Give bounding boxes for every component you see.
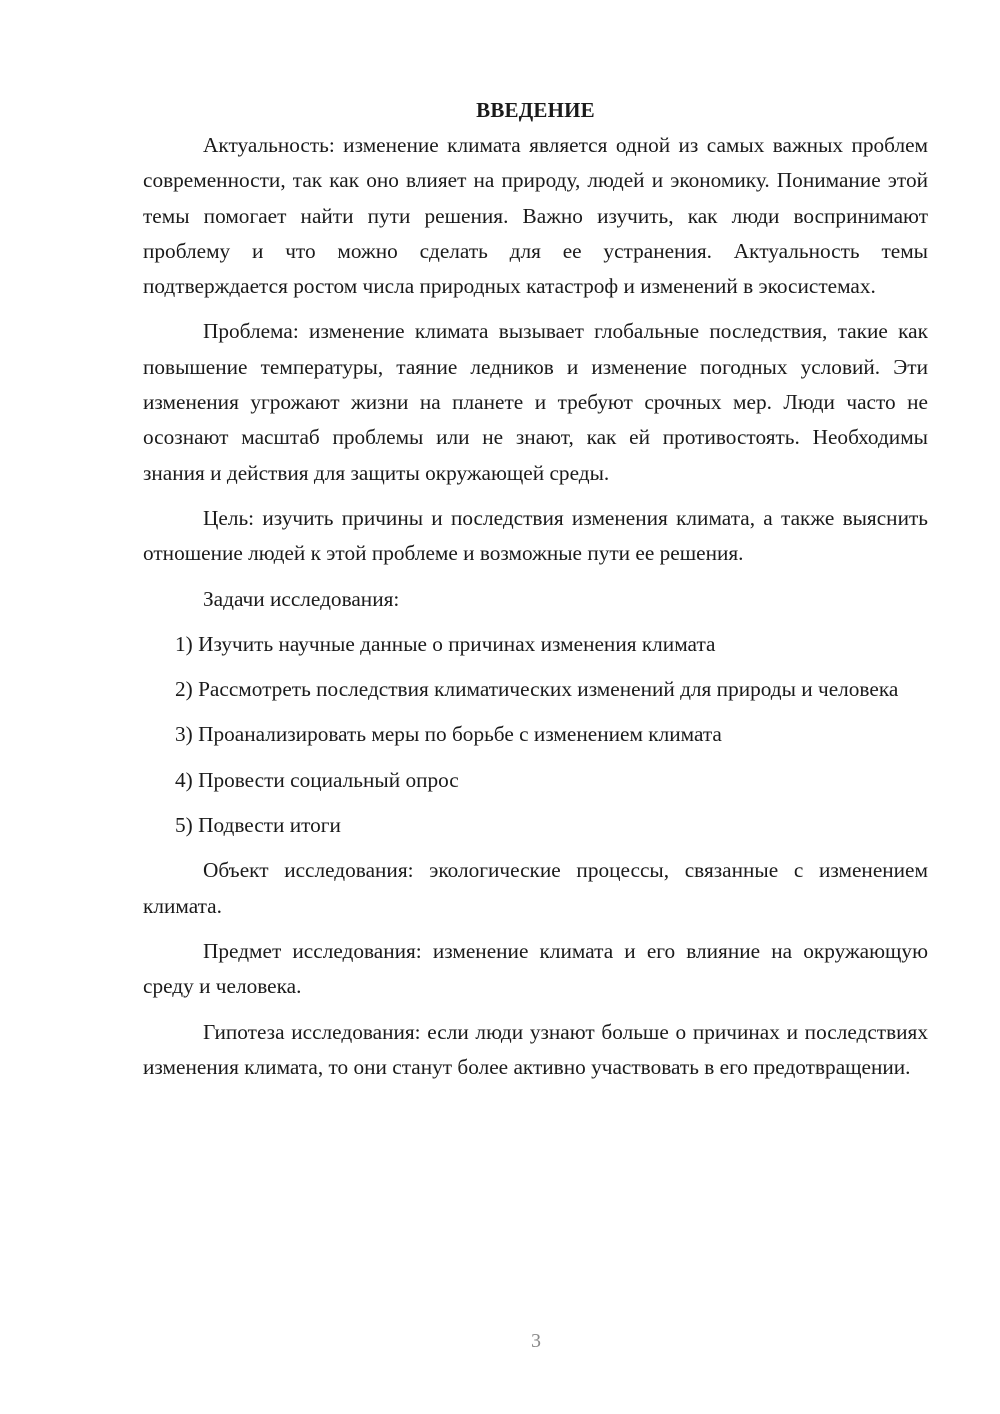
relevance-paragraph: Актуальность: изменение климата является одной из самых важных проблем современности, так как оно влияет на природу, людей и экономику. Понимание этой темы помогает найти пути решения. Важно изучить, как люди воспринимают проблему и что можно сделать для ее устранения. Актуальность темы подтверждается ростом числа природных катастроф и изменений в экосистемах. — [143, 133, 928, 299]
document-page — [143, 92, 928, 1085]
task-item: 1) Изучить научные данные о причинах изменения климата — [175, 631, 716, 656]
problem-paragraph: Проблема: изменение климата вызывает глобальные последствия, такие как повышение температуры, таяние ледников и изменение погодных условий. Эти изменения угрожают жизни на планете и требуют срочных мер. Люди часто не осознают масштаб проблемы или не знают, как ей противостоять. Необходимы знания и действия для защиты окружающей среды. — [143, 319, 928, 485]
object-paragraph: Объект исследования: экологические процессы, связанные с изменением климата. — [143, 858, 928, 918]
tasks-title: Задачи исследования: — [203, 586, 400, 611]
task-item: 2) Рассмотреть последствия климатических изменений для природы и человека — [175, 677, 899, 702]
section-heading: ВВЕДЕНИЕ — [476, 98, 595, 122]
subject-paragraph: Предмет исследования: изменение климата и его влияние на окружающую среду и человека. — [143, 938, 928, 999]
task-item: 3) Проанализировать меры по борьбе с изменением климата — [175, 722, 722, 747]
goal-paragraph: Цель: изучить причины и последствия изменения климата, а также выяснить отношение людей к этой проблеме и возможные пути ее решения. — [143, 505, 928, 566]
hypothesis-paragraph: Гипотеза исследования: если люди узнают больше о причинах и последствиях изменения климата, то они станут более активно участвовать в его предотвращении. — [143, 1019, 928, 1079]
task-item: 5) Подвести итоги — [175, 813, 341, 838]
task-item: 4) Провести социальный опрос — [175, 767, 459, 792]
page-number: 3 — [531, 1330, 541, 1352]
tasks-list — [143, 627, 928, 843]
